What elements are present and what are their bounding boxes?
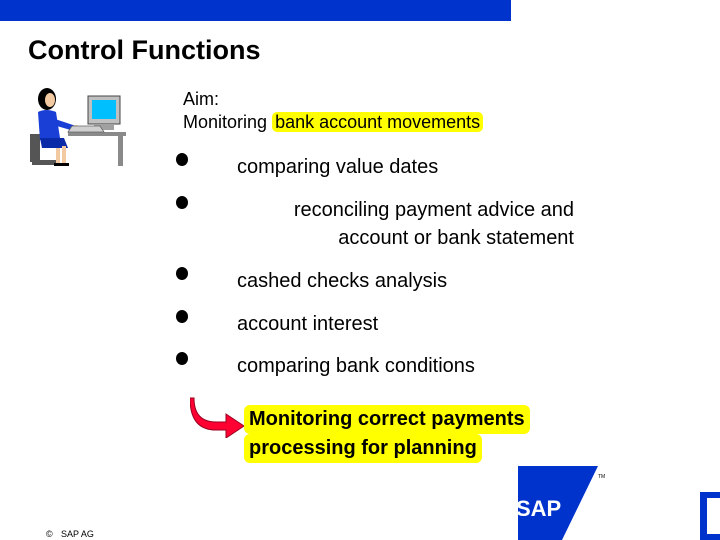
copyright-icon: © [46, 529, 53, 539]
sap-logo-text: SAP [516, 496, 562, 521]
footer [46, 529, 94, 539]
bullet-dot-icon [176, 196, 188, 209]
aim-prefix: Monitoring [183, 112, 268, 132]
bullet-dot-icon [176, 352, 188, 365]
result-line-2: processing for planning [244, 434, 482, 463]
curved-arrow-icon [190, 394, 246, 438]
bullet-dot-icon [176, 310, 188, 323]
bullet-text: comparing bank conditions [237, 355, 475, 377]
aim-statement [183, 111, 483, 134]
bullet-dot-icon [176, 267, 188, 280]
result-block [244, 405, 530, 463]
bullet-text: cashed checks analysis [237, 270, 448, 292]
page-title: Control Functions [28, 35, 261, 65]
header-bar [0, 0, 511, 21]
sap-trademark: TM [598, 474, 606, 480]
corner-frame [700, 492, 720, 540]
bullet-text: reconciling payment advice and account or bank statement [293, 199, 574, 249]
bullet-text: account interest [237, 313, 379, 335]
footer-text: SAP AG [61, 529, 94, 539]
person-at-computer-icon [28, 86, 128, 172]
aim-block [183, 88, 483, 134]
result-line-1: Monitoring correct payments [244, 405, 530, 434]
bullet-text: comparing value dates [237, 156, 439, 178]
aim-highlight: bank account movements [272, 112, 483, 132]
sap-logo [498, 466, 608, 540]
bullet-dot-icon [176, 153, 188, 166]
aim-label: Aim: [183, 89, 219, 109]
